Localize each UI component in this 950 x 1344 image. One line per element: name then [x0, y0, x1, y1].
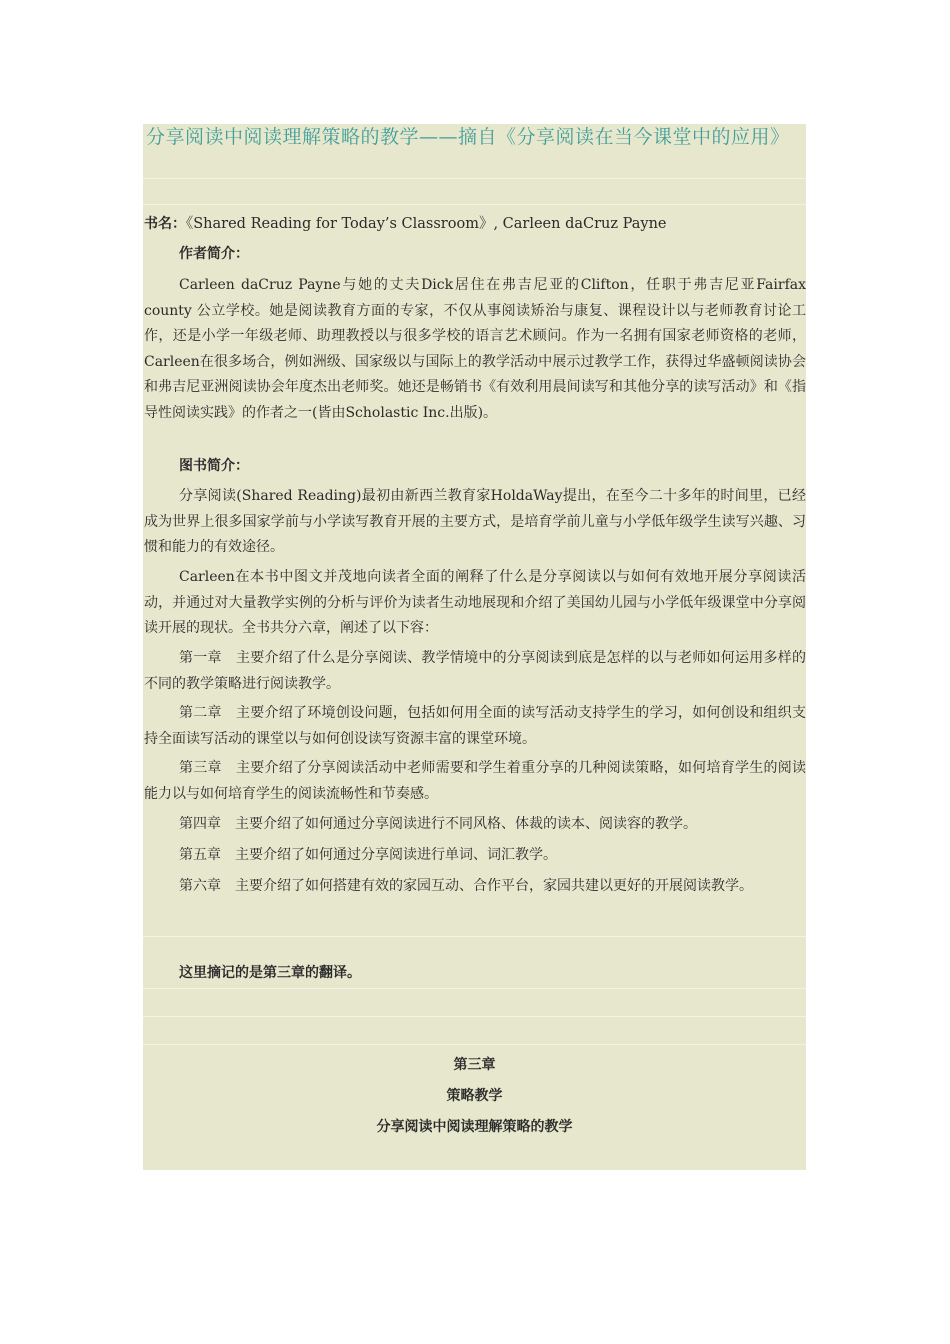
chapter-summary: 第三章 主要介绍了分享阅读活动中老师需要和学生着重分享的几种阅读策略，如何培育学生的阅读能力以与如何培育学生的阅读流畅性和节奏感。: [144, 760, 806, 802]
row-divider: [143, 1016, 806, 1017]
excerpt-note: 这里摘记的是第三章的翻译。: [179, 965, 361, 981]
row-divider: [143, 1044, 806, 1045]
author-paragraph: Carleen daCruz Payne与她的丈夫Dick居住在弗吉尼亚的Clifton，任职于弗吉尼亚Fairfax county 公立学校。她是阅读教育方面的专家，不仅从事阅读矫治与康复、课程设计以与老师教育讨论工作，还是小学一年级老师、助理教授以与很多学校的语言艺术顾问。作为一名拥有国家老师资格的老师，Carleen在很多场合，例如洲级、国家级以与国际上的教学活动中展示过教学工作，获得过华盛顿阅读协会和弗吉尼亚洲阅读协会年度杰出老师奖。她还是畅销书《有效利用晨间读写和其他分享的读写活动》和《指导性阅读实践》的作者之一(皆由Scholastic Inc.出版)。: [144, 277, 806, 421]
row-divider: [143, 936, 806, 937]
chapter-subtitle: 分享阅读中阅读理解策略的教学: [376, 1119, 573, 1135]
chapter-summary: 第二章 主要介绍了环境创设问题，包括如何用全面的读写活动支持学生的学习，如何创设和组织支持全面读写活动的课堂以与如何创设读写资源丰富的课堂环境。: [144, 705, 806, 747]
row-divider: [143, 178, 806, 179]
book-value: 《Shared Reading for Today’s Classroom》, Carleen daCruz Payne: [186, 216, 667, 232]
intro-heading: 图书简介：: [179, 458, 249, 474]
chapter-summary: 第一章 主要介绍了什么是分享阅读、教学情境中的分享阅读到底是怎样的以与老师如何运用多样的不同的教学策略进行阅读教学。: [144, 650, 806, 692]
chapter-summary: 第五章 主要介绍了如何通过分享阅读进行单词、词汇教学。: [179, 847, 557, 863]
book-info: [144, 213, 804, 235]
chapter-summary: 第四章 主要介绍了如何通过分享阅读进行不同风格、体裁的读本、阅读容的教学。: [179, 816, 697, 832]
intro-paragraph: 分享阅读(Shared Reading)最初由新西兰教育家HoldaWay提出，在至今二十多年的时间里，已经成为世界上很多国家学前与小学读写教育开展的主要方式，是培育学前儿童与小学低年级学生读写兴趣、习惯和能力的有效途径。: [144, 488, 806, 555]
row-divider: [143, 204, 806, 205]
document-title: 分享阅读中阅读理解策略的教学——摘自《分享阅读在当今课堂中的应用》: [146, 126, 790, 148]
row-divider: [143, 988, 806, 989]
intro-paragraph: Carleen在本书中图文并茂地向读者全面的阐释了什么是分享阅读以与如何有效地开展分享阅读活动，并通过对大量教学实例的分析与评价为读者生动地展现和介绍了美国幼儿园与小学低年级课堂中分享阅读开展的现状。全书共分六章，阐述了以下容：: [144, 569, 806, 636]
chapter-name: 策略教学: [446, 1088, 503, 1104]
chapter-number: 第三章: [453, 1057, 496, 1073]
chapter-summary: 第六章 主要介绍了如何搭建有效的家园互动、合作平台，家园共建以更好的开展阅读教学。: [179, 878, 753, 894]
author-heading: 作者简介：: [179, 246, 249, 262]
book-label: 书名：: [144, 216, 186, 232]
